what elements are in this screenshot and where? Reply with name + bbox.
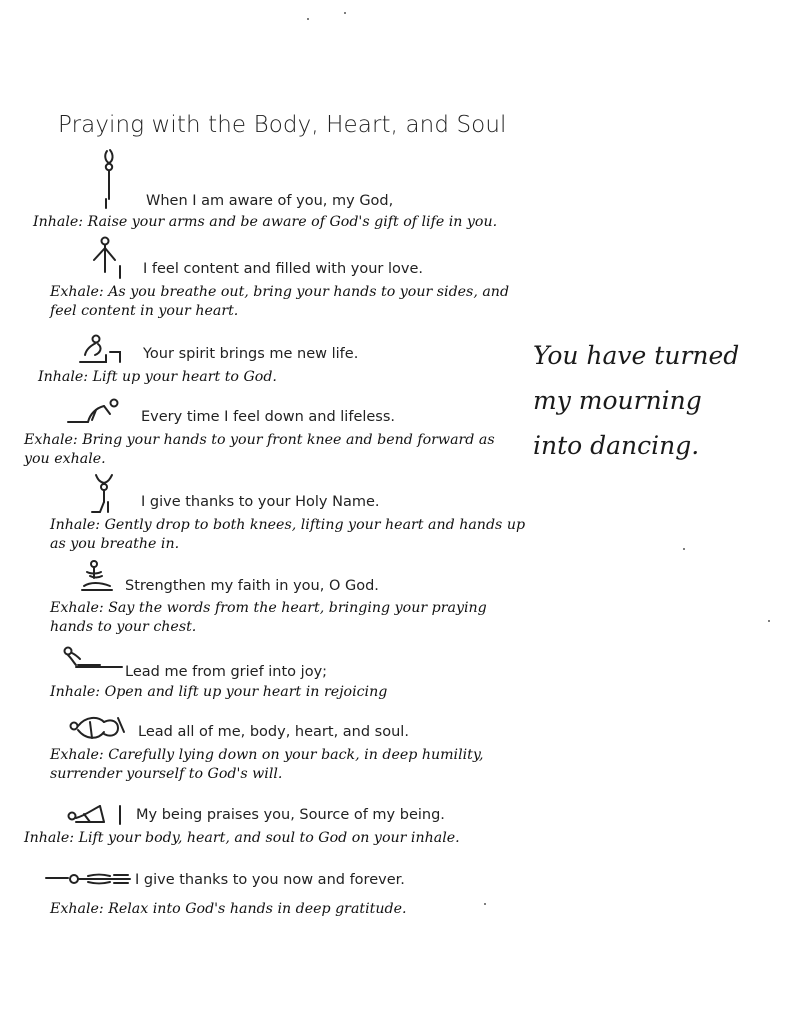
instruction-10 <box>50 900 520 919</box>
reclining-lift-figure-icon <box>60 645 124 673</box>
scan-speck <box>307 18 309 20</box>
prayer-line-3: Your spirit brings me new life. <box>143 346 359 362</box>
breath-label-10: Exhale: <box>50 901 104 917</box>
instruction-4 <box>24 431 524 469</box>
quote-line-3: into dancing. <box>533 431 700 460</box>
instruction-text-8: Carefully lying down on your back, in deep humility, surrender yourself to God's will. <box>50 747 484 782</box>
page-title: Praying with the Body, Heart, and Soul <box>58 112 507 138</box>
scan-speck <box>768 620 770 622</box>
prayer-line-9: My being praises you, Source of my being. <box>136 807 445 823</box>
prayer-line-1: When I am aware of you, my God, <box>146 193 394 209</box>
quote-line-1: You have turned <box>533 341 740 370</box>
instruction-text-7: Open and lift up your heart in rejoicing <box>104 684 388 700</box>
instruction-9 <box>24 829 534 848</box>
breath-label-4: Exhale: <box>24 432 78 448</box>
kneeling-arms-up-figure-icon <box>86 472 120 514</box>
breath-label-2: Exhale: <box>50 284 104 300</box>
instruction-text-10: Relax into God's hands in deep gratitude. <box>108 901 407 917</box>
breath-label-8: Exhale: <box>50 747 104 763</box>
instruction-text-1: Raise your arms and be aware of God's gift of life in you. <box>87 214 498 230</box>
prayer-line-10: I give thanks to you now and forever. <box>135 872 405 888</box>
instruction-text-9: Lift your body, heart, and soul to God on your inhale. <box>78 830 460 846</box>
instruction-3 <box>38 368 518 387</box>
scan-speck <box>683 548 685 550</box>
instruction-8 <box>50 746 530 784</box>
bridge-lift-figure-icon <box>64 800 128 828</box>
breath-label-9: Inhale: <box>24 830 75 846</box>
quote-line-2: my mourning <box>533 386 702 415</box>
breath-label-7: Inhale: <box>50 684 101 700</box>
instruction-5 <box>50 516 530 554</box>
instruction-7 <box>50 683 520 702</box>
scan-speck <box>344 12 346 14</box>
breath-label-6: Exhale: <box>50 600 104 616</box>
prayer-line-4: Every time I feel down and lifeless. <box>141 409 396 425</box>
instruction-text-6: Say the words from the heart, bringing your praying hands to your chest. <box>50 600 487 635</box>
instruction-2 <box>50 283 520 321</box>
prayer-line-8: Lead all of me, body, heart, and soul. <box>138 724 409 740</box>
scripture-quote <box>533 333 773 468</box>
instruction-text-2: As you breathe out, bring your hands to your sides, and feel content in your heart. <box>50 284 510 319</box>
instruction-text-4: Bring your hands to your front knee and bend forward as you exhale. <box>24 432 495 467</box>
instruction-1 <box>33 213 533 232</box>
breath-label-5: Inhale: <box>50 517 101 533</box>
back-arch-figure-icon <box>68 712 130 744</box>
instruction-6 <box>50 599 520 637</box>
scan-speck <box>484 903 486 905</box>
instruction-text-5: Gently drop to both knees, lifting your heart and hands up as you breathe in. <box>50 517 526 552</box>
prayer-line-6: Strengthen my faith in you, O God. <box>125 578 379 594</box>
prayer-line-7: Lead me from grief into joy; <box>125 664 328 680</box>
forward-bend-figure-icon <box>66 398 122 426</box>
lying-flat-figure-icon <box>44 870 132 888</box>
kneeling-lunge-figure-icon <box>76 334 126 366</box>
prayer-line-2: I feel content and filled with your love. <box>143 261 424 277</box>
instruction-text-3: Lift up your heart to God. <box>92 369 277 385</box>
standing-figure-icon <box>88 236 128 280</box>
breath-label-1: Inhale: <box>33 214 84 230</box>
raised-arms-figure-icon <box>98 147 124 209</box>
breath-label-3: Inhale: <box>38 369 89 385</box>
seated-praying-figure-icon <box>80 560 116 594</box>
prayer-line-5: I give thanks to your Holy Name. <box>141 494 380 510</box>
